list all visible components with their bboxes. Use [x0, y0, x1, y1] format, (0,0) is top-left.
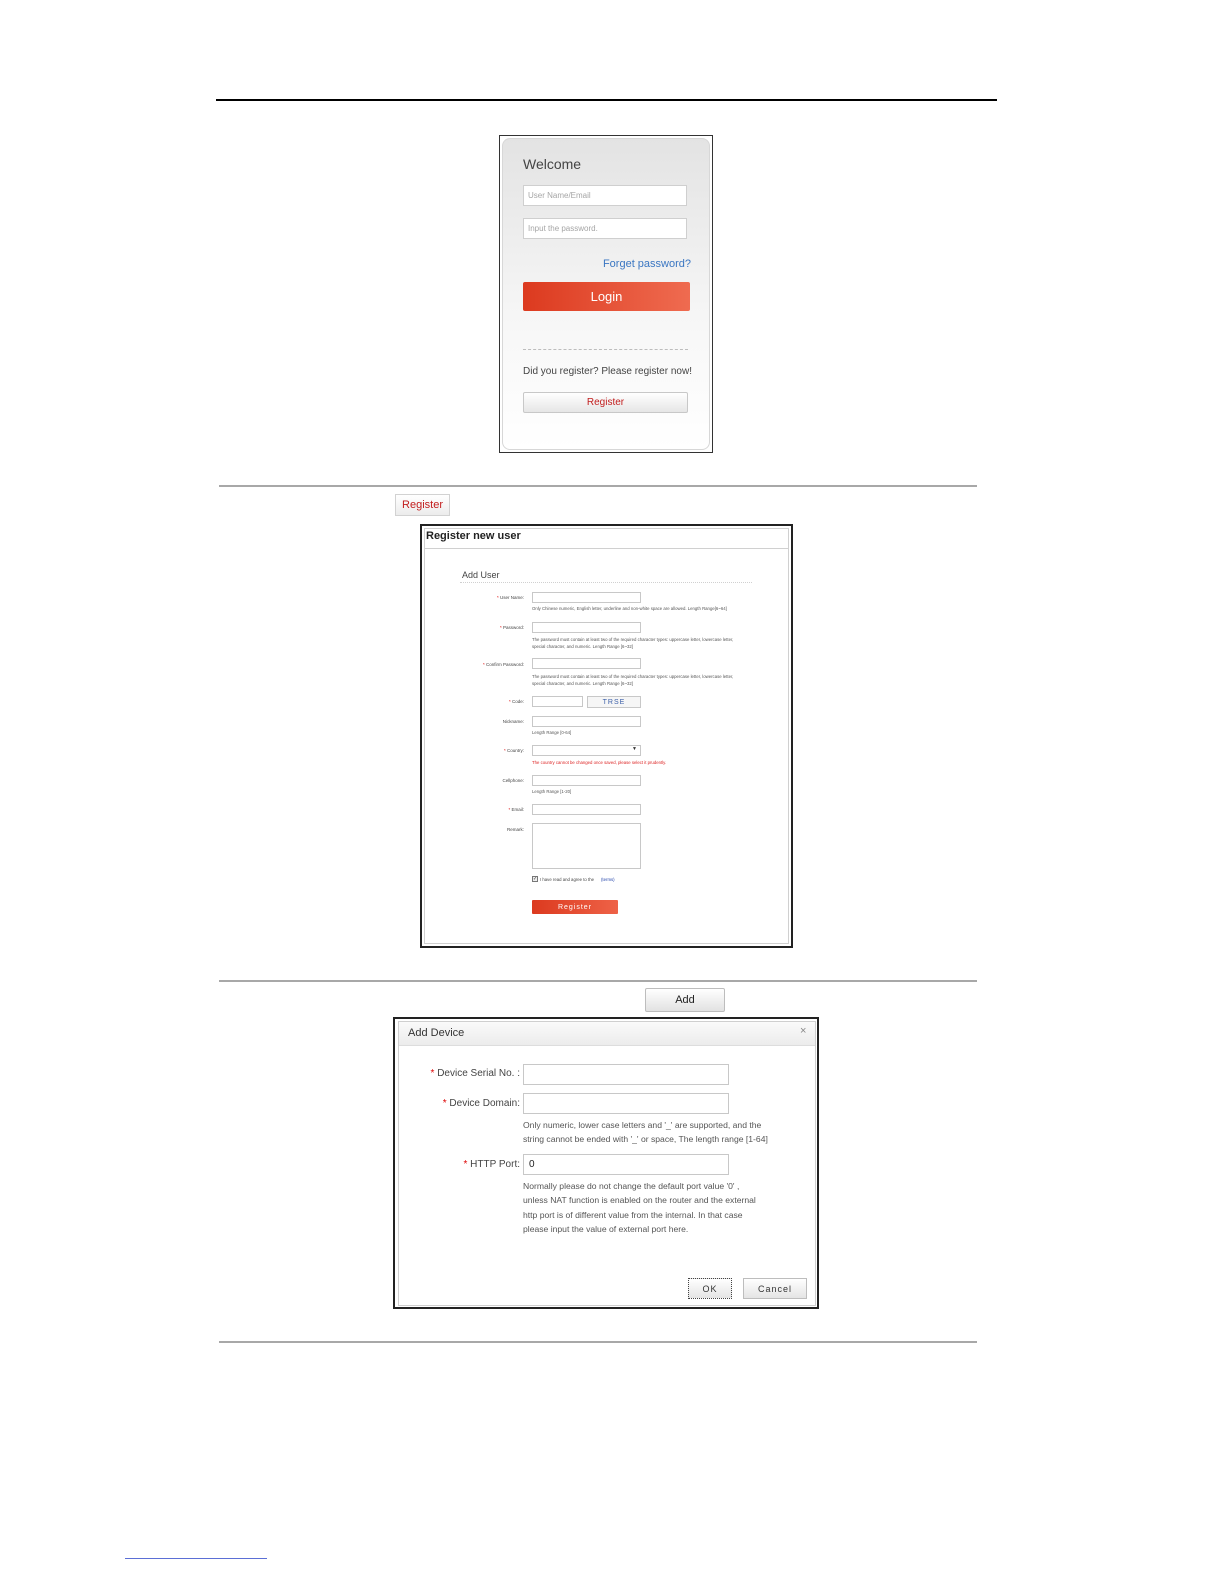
username-hint: Only Chinese numeric, English letter, underline and non-white space are allowed. Length Range[6~64]: [532, 606, 727, 611]
http-port-hint-line: http port is of different value from the internal. In that case: [523, 1209, 743, 1220]
captcha-image[interactable]: TRSE: [587, 696, 641, 708]
http-port-label: [410, 1159, 520, 1170]
header-rule: [216, 99, 997, 101]
http-port-hint-line: please input the value of external port here.: [523, 1223, 689, 1234]
confirm-password-hint: The password must contain at least two of the required character types: uppercase letter, lowercase letter, special character, and numeric. Length Range [6~32]: [532, 674, 734, 686]
country-label: [424, 748, 524, 753]
add-device-title: Add Device: [408, 1027, 465, 1039]
password-input[interactable]: [523, 218, 687, 239]
required-marker: *: [508, 699, 511, 704]
login-button[interactable]: Login: [523, 282, 690, 311]
required-marker: *: [430, 1068, 435, 1079]
email-label: [424, 807, 524, 812]
agree-checkbox[interactable]: ✓: [533, 876, 538, 882]
username-label: [424, 595, 524, 600]
required-marker: *: [442, 1098, 447, 1109]
register-prompt: Did you register? Please register now!: [523, 366, 692, 377]
chevron-down-icon[interactable]: ▼: [632, 746, 637, 752]
required-marker: *: [508, 807, 511, 812]
close-icon[interactable]: ×: [800, 1025, 807, 1037]
agree-text: I have read and agree to the: [540, 877, 594, 882]
device-domain-label: [410, 1098, 520, 1109]
username-input[interactable]: [523, 185, 687, 206]
http-port-input[interactable]: [523, 1154, 729, 1175]
http-port-hint: [523, 1179, 798, 1236]
email-label-text: Email:: [511, 807, 524, 812]
device-serial-label: [410, 1068, 520, 1079]
device-domain-label-text: Device Domain:: [449, 1098, 520, 1109]
code-input[interactable]: [532, 696, 583, 707]
reg-username-input[interactable]: [532, 592, 641, 603]
section-rule: [219, 1341, 977, 1343]
required-marker: *: [499, 625, 502, 630]
device-domain-hint-line: Only numeric, lower case letters and '_' are supported, and the: [523, 1120, 762, 1130]
confirm-password-label: [424, 662, 524, 667]
device-domain-hint: [523, 1118, 798, 1147]
required-marker: *: [496, 595, 499, 600]
register-submit-button[interactable]: Register: [532, 900, 618, 914]
required-marker: *: [463, 1159, 468, 1170]
email-input[interactable]: [532, 804, 641, 815]
nickname-input[interactable]: [532, 716, 641, 727]
add-device-button[interactable]: Add: [645, 988, 725, 1012]
required-marker: *: [503, 748, 506, 753]
section-rule: [219, 980, 977, 982]
cellphone-label: Cellphone:: [502, 778, 524, 783]
register-button-sample[interactable]: Register: [395, 494, 450, 516]
http-port-hint-line: unless NAT function is enabled on the router and the external: [523, 1195, 756, 1206]
required-marker: *: [482, 662, 485, 667]
cellphone-hint: Length Range [1-20]: [532, 789, 572, 794]
login-register-button[interactable]: Register: [523, 392, 688, 413]
http-port-hint-line: Normally please do not change the default port value '0' ,: [523, 1181, 740, 1191]
cellphone-input[interactable]: [532, 775, 641, 786]
device-domain-input[interactable]: [523, 1093, 729, 1114]
register-title: Register new user: [426, 530, 521, 542]
device-domain-hint-line: string cannot be ended with '_' or space, The length range [1-64]: [523, 1134, 768, 1145]
login-divider: [523, 349, 688, 350]
username-label-text: User Name:: [499, 595, 524, 600]
nickname-hint: Length Range [0-64]: [532, 730, 572, 735]
password-hint: The password must contain at least two of the required character types: uppercase letter, lowercase letter, special character, and numeric. Length Range [6~32]: [532, 637, 734, 649]
code-label: [424, 699, 524, 704]
country-label-text: Country:: [506, 748, 524, 753]
reg-confirm-password-input[interactable]: [532, 658, 641, 669]
forget-password-link[interactable]: Forget password?: [602, 258, 691, 270]
cancel-button[interactable]: Cancel: [743, 1278, 807, 1299]
add-user-divider: [460, 582, 752, 583]
code-label-text: Code:: [511, 699, 524, 704]
remark-textarea[interactable]: [532, 823, 641, 869]
nickname-label: Nickname:: [502, 719, 524, 724]
remark-label: Remark:: [506, 827, 524, 832]
register-title-divider: [424, 548, 789, 549]
password-label: [424, 625, 524, 630]
login-title: Welcome: [523, 156, 582, 172]
ok-button[interactable]: OK: [688, 1278, 732, 1299]
country-select[interactable]: [532, 745, 641, 756]
confirm-password-label-text: Confirm Password:: [485, 662, 524, 667]
section-rule: [219, 485, 977, 487]
device-serial-input[interactable]: [523, 1064, 729, 1085]
footer-link-underline: [125, 1558, 267, 1559]
device-serial-label-text: Device Serial No. :: [437, 1068, 520, 1079]
reg-password-input[interactable]: [532, 622, 641, 633]
terms-link[interactable]: (terms): [601, 877, 615, 882]
country-hint: The country cannot be changed once saved, please select it prudently.: [532, 760, 667, 765]
password-label-text: Password:: [502, 625, 524, 630]
http-port-label-text: HTTP Port:: [470, 1159, 520, 1170]
add-user-heading: Add User: [462, 570, 500, 580]
